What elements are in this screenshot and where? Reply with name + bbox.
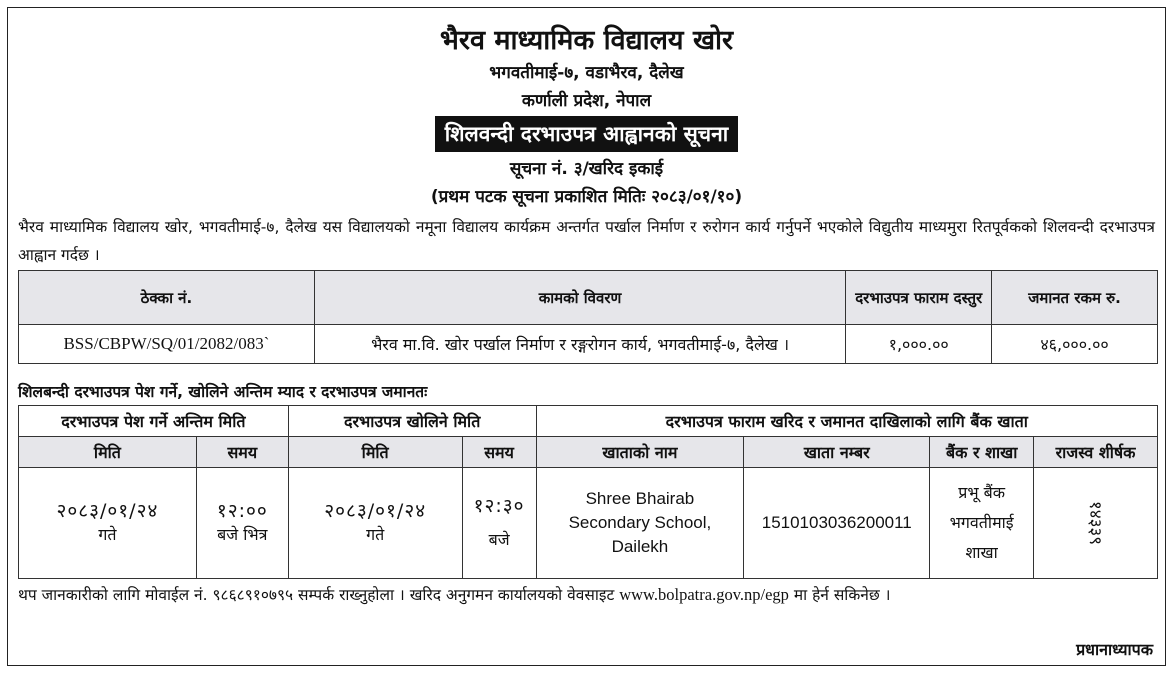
submission-date-cell [19, 468, 197, 579]
header-work-description: कामको विवरण [314, 271, 845, 325]
schedule-heading: शिलबन्दी दरभाउपत्र पेश गर्ने, खोलिने अन्तिम म्याद र दरभाउपत्र जमानतः [18, 383, 428, 401]
submission-time: १२:०० [216, 500, 268, 522]
header-date-2: मिति [288, 437, 462, 468]
school-name: भैरव माध्यामिक विद्यालय खोर [439, 25, 734, 56]
header-account-number: खाता नम्बर [744, 437, 930, 468]
header-opening-date: दरभाउपत्र खोलिने मिति [288, 406, 536, 437]
notice-title-wrap [8, 116, 1165, 152]
footer-text-before-url: थप जानकारीको लागि मोवाईल नं. ९८६८९१०७९५ सम्पर्क राख्नुहोला । खरिद अनुगमन कार्यालयको वेवसाइट [18, 586, 615, 604]
form-fee: १,०००.०० [846, 325, 992, 364]
address-line-1: भगवतीमाई-७, वडाभैरव, दैलेख [489, 63, 684, 83]
submission-time-suffix: बजे भित्र [217, 525, 268, 544]
header-account-name: खाताको नाम [536, 437, 744, 468]
account-name-line-1: Shree Bhairab [585, 489, 695, 508]
account-name-line-2: Secondary School, [568, 513, 712, 532]
revenue-head-cell [1034, 468, 1158, 579]
header-bank-account: दरभाउपत्र फाराम खरिद र जमानत दाखिलाको लागि बैंक खाता [536, 406, 1157, 437]
submission-date-suffix: गते [98, 525, 117, 544]
intro-paragraph: भैरव माध्यामिक विद्यालय खोर, भगवतीमाई-७, दैलेख यस विद्यालयको नमूना विद्यालय कार्यक्रम अन्तर्गत पर्खाल निर्माण र रुरोगन कार्य गर्नुपर्ने भएकोले विद्युतीय माध्यमुरा रितपूर्वकको शिलवन्दी दरभाउपत्र आह्वान गर्दछ । [18, 218, 1155, 264]
bank-line-2: भगवतीमाई [949, 513, 1014, 532]
schedule-table [18, 405, 1158, 579]
bank-branch-cell [930, 468, 1034, 579]
submission-time-cell [196, 468, 288, 579]
bank-line-1: प्रभू बैंक [958, 483, 1006, 502]
account-number: 1510103036200011 [744, 468, 930, 579]
header-time-1: समय [196, 437, 288, 468]
opening-date: २०८३/०१/२४ [324, 500, 427, 522]
opening-time: १२:३० [473, 495, 525, 517]
submission-date: २०८३/०१/२४ [56, 500, 159, 522]
footer-note [18, 581, 1155, 609]
opening-date-cell [288, 468, 462, 579]
bolpatra-link[interactable]: www.bolpatra.gov.np/egp [619, 585, 789, 604]
opening-date-suffix: गते [366, 525, 385, 544]
account-name-line-3: Dailekh [611, 537, 669, 556]
header-contract-no: ठेक्का नं. [19, 271, 315, 325]
contract-no: BSS/CBPW/SQ/01/2082/083` [19, 325, 315, 364]
schedule-sub-header-row [19, 437, 1158, 468]
header-submission-deadline: दरभाउपत्र पेश गर्ने अन्तिम मिति [19, 406, 289, 437]
header-bank-branch: बैंक र शाखा [930, 437, 1034, 468]
address-line-2: कर्णाली प्रदेश, नेपाल [521, 91, 652, 111]
footer-text-after-url: मा हेर्न सकिनेछ । [793, 586, 891, 604]
header-deposit-amount: जमानत रकम रु. [992, 271, 1158, 325]
header-time-2: समय [462, 437, 536, 468]
opening-time-suffix: बजे [488, 530, 510, 549]
notice-number: सूचना नं. ३/खरिद इकाई [509, 159, 664, 179]
published-date: (प्रथम पटक सूचना प्रकाशित मितिः २०८३/०१/१०) [430, 187, 743, 207]
work-description: भैरव मा.वि. खोर पर्खाल निर्माण र रङ्गरोगन कार्य, भगवतीमाई-७, दैलेख । [314, 325, 845, 364]
header-form-fee: दरभाउपत्र फाराम दस्तुर [846, 271, 992, 325]
header-revenue-head: राजस्व शीर्षक [1034, 437, 1158, 468]
header-date-1: मिति [19, 437, 197, 468]
table-row [19, 325, 1158, 364]
signature-title: प्रधानाध्यापक [1076, 640, 1153, 659]
notice-title: शिलवन्दी दरभाउपत्र आह्वानको सूचना [435, 116, 738, 152]
opening-time-cell [462, 468, 536, 579]
schedule-group-header-row [19, 406, 1158, 437]
notice-document [7, 7, 1166, 666]
revenue-head: १४३३९ [1085, 500, 1106, 546]
bank-line-3: शाखा [965, 543, 998, 562]
deposit-amount: ४६,०००.०० [992, 325, 1158, 364]
contract-table [18, 270, 1158, 364]
contract-table-header-row [19, 271, 1158, 325]
table-row [19, 468, 1158, 579]
account-name-cell [536, 468, 744, 579]
